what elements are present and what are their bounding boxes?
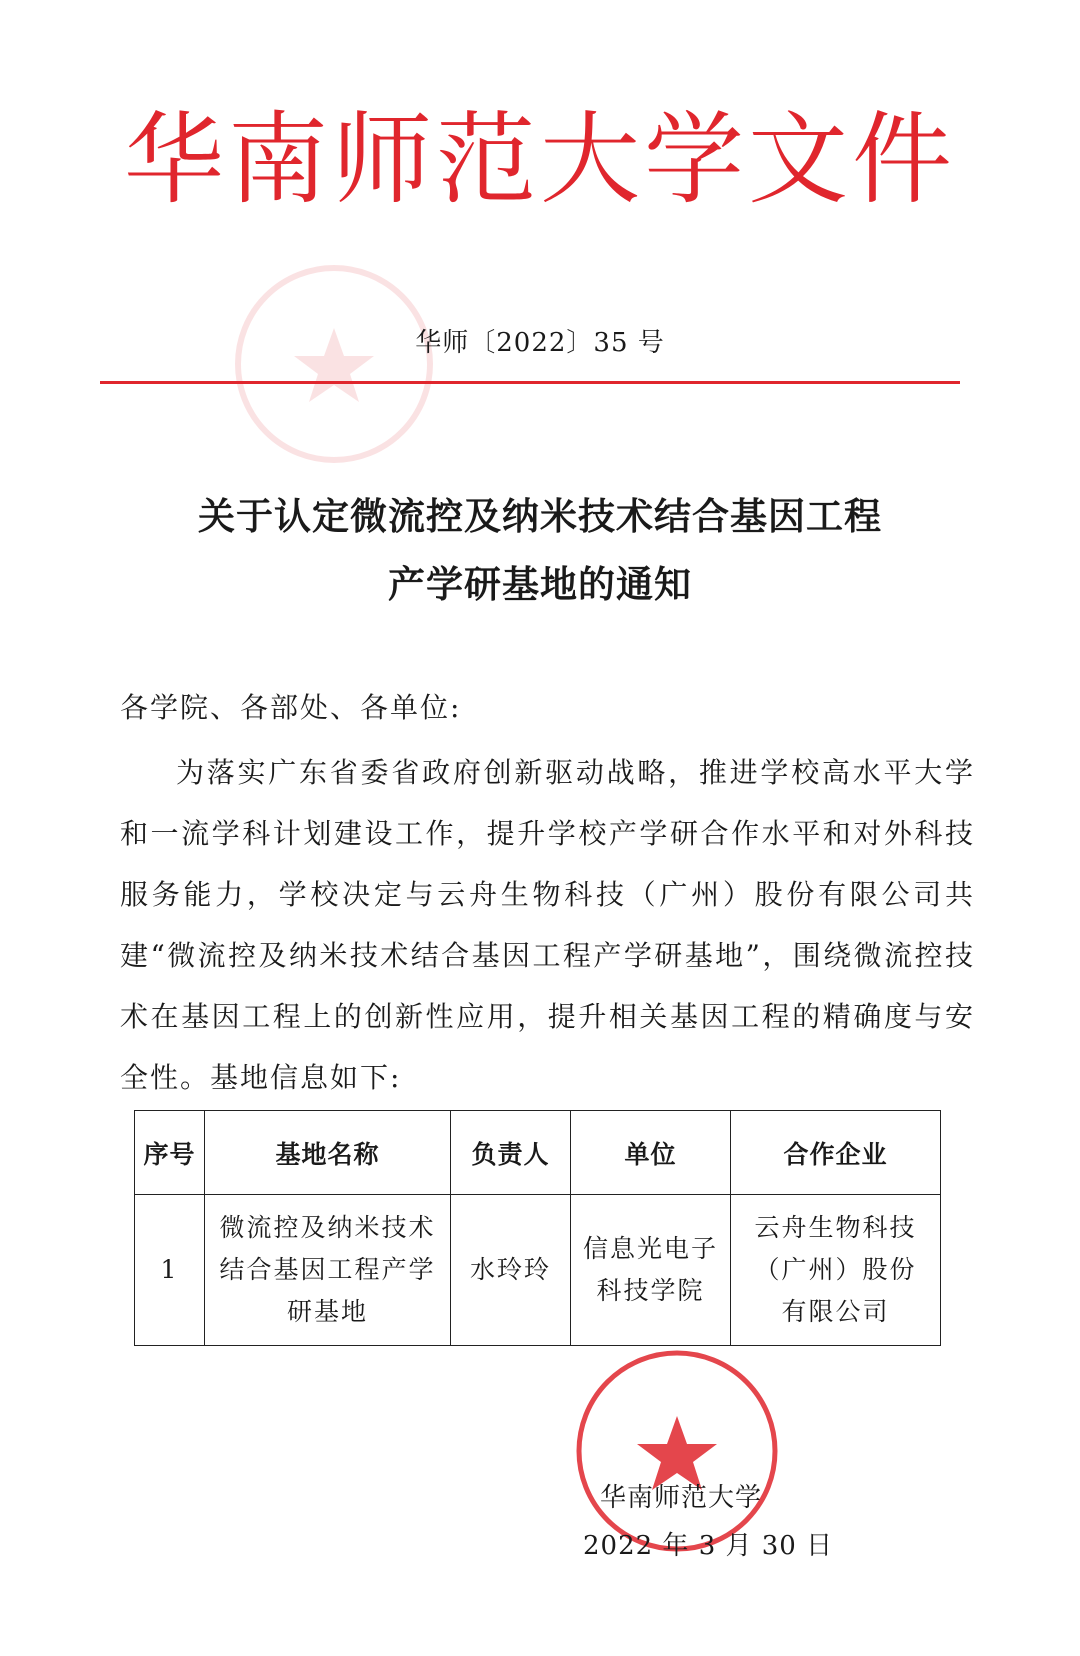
cell-name-line: 微流控及纳米技术 — [219, 1213, 436, 1242]
cell-partner-line: 有限公司 — [781, 1297, 890, 1326]
document-title-line-2: 产学研基地的通知 — [388, 562, 692, 606]
document-title-line-1: 关于认定微流控及纳米技术结合基因工程 — [198, 494, 882, 538]
header-divider — [100, 381, 960, 384]
document-number: 华师〔2022〕35 号 — [415, 328, 665, 358]
cell-partner-line: 云舟生物科技 — [754, 1213, 917, 1242]
column-header-leader: 负责人 — [451, 1111, 571, 1195]
body-paragraph: 为落实广东省委省政府创新驱动战略，推进学校高水平大学和一流学科计划建设工作，提升学校产学研合作水平和对外科技服务能力，学校决定与云舟生物科技（广州）股份有限公司共建“微流控及纳米技术结合基因工程产学研基地”，围绕微流控技术在基因工程上的创新性应用，提升相关基因工程的精确度与安全性。基地信息如下: — [120, 756, 975, 1094]
cell-partner-line: （广州）股份 — [754, 1255, 917, 1284]
column-header-unit: 单位 — [571, 1111, 731, 1195]
issue-date: 2022 年 3 月 30 日 — [583, 1531, 834, 1561]
cell-name-line: 结合基因工程产学 — [219, 1255, 436, 1284]
cell-partner — [731, 1195, 941, 1346]
cell-unit — [571, 1195, 731, 1346]
cell-unit-line: 信息光电子 — [582, 1234, 718, 1263]
column-header-partner: 合作企业 — [731, 1111, 941, 1195]
cell-leader: 水玲玲 — [451, 1195, 571, 1346]
base-info-table — [134, 1110, 941, 1346]
faded-seal-stamp — [232, 262, 436, 466]
column-header-no: 序号 — [135, 1111, 205, 1195]
table-row — [135, 1195, 941, 1346]
signer: 华南师范大学 — [600, 1483, 763, 1513]
table-header-row — [135, 1111, 941, 1195]
cell-name — [205, 1195, 451, 1346]
addressee: 各学院、各部处、各单位: — [120, 691, 462, 724]
document-header: 华南师范大学文件 — [124, 101, 956, 218]
cell-unit-line: 科技学院 — [596, 1276, 705, 1305]
cell-name-line: 研基地 — [286, 1297, 368, 1326]
column-header-name: 基地名称 — [205, 1111, 451, 1195]
cell-no: 1 — [135, 1195, 205, 1346]
